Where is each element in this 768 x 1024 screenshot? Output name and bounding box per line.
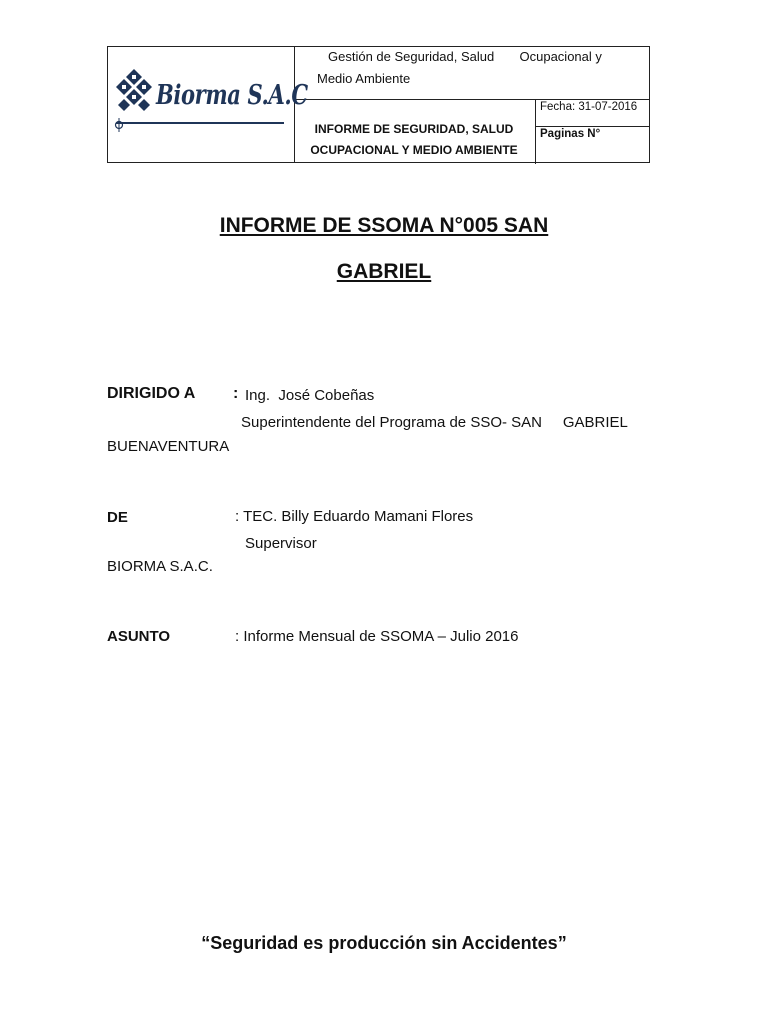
sender-name: : TEC. Billy Eduardo Mamani Flores <box>235 508 474 525</box>
header-divider <box>294 99 650 100</box>
report-title: INFORME DE SSOMA N°005 SAN <box>219 214 549 237</box>
safety-motto: “Seguridad es producción sin Accidentes” <box>201 933 567 953</box>
recipient-name: Ing. José Cobeñas <box>245 387 375 404</box>
to-colon: : <box>233 385 239 402</box>
subject-label: ASUNTO <box>107 628 171 645</box>
report-title-cont: GABRIEL <box>336 260 432 283</box>
sender-company: BIORMA S.A.C. <box>107 558 213 575</box>
management-system-title: Gestión de Seguridad, Salud Ocupacional y <box>328 49 602 64</box>
header-divider <box>535 99 536 164</box>
report-type-line1: INFORME DE SEGURIDAD, SALUD <box>314 122 514 136</box>
subject-value: : Informe Mensual de SSOMA – Julio 2016 <box>235 628 519 645</box>
document-header-table <box>107 46 650 163</box>
date-field: Fecha: 31-07-2016 <box>540 101 638 113</box>
logo-underline <box>116 122 284 124</box>
from-label: DE <box>107 509 128 526</box>
recipient-company: BUENAVENTURA <box>107 438 230 455</box>
sender-position: Supervisor <box>245 535 317 552</box>
to-label: DIRIGIDO A <box>107 385 196 402</box>
recipient-position: Superintendente del Programa de SSO- SAN GABRIEL <box>241 414 628 431</box>
company-logo-text: Biorma S.A.C <box>156 80 308 111</box>
management-system-title-cont: Medio Ambiente <box>317 71 411 86</box>
company-logo-icon <box>114 69 154 119</box>
header-divider <box>535 126 650 127</box>
report-type-line2: OCUPACIONAL Y MEDIO AMBIENTE <box>310 143 518 157</box>
logo-mark-icon <box>114 118 124 132</box>
pages-field: Paginas N° <box>540 128 601 140</box>
